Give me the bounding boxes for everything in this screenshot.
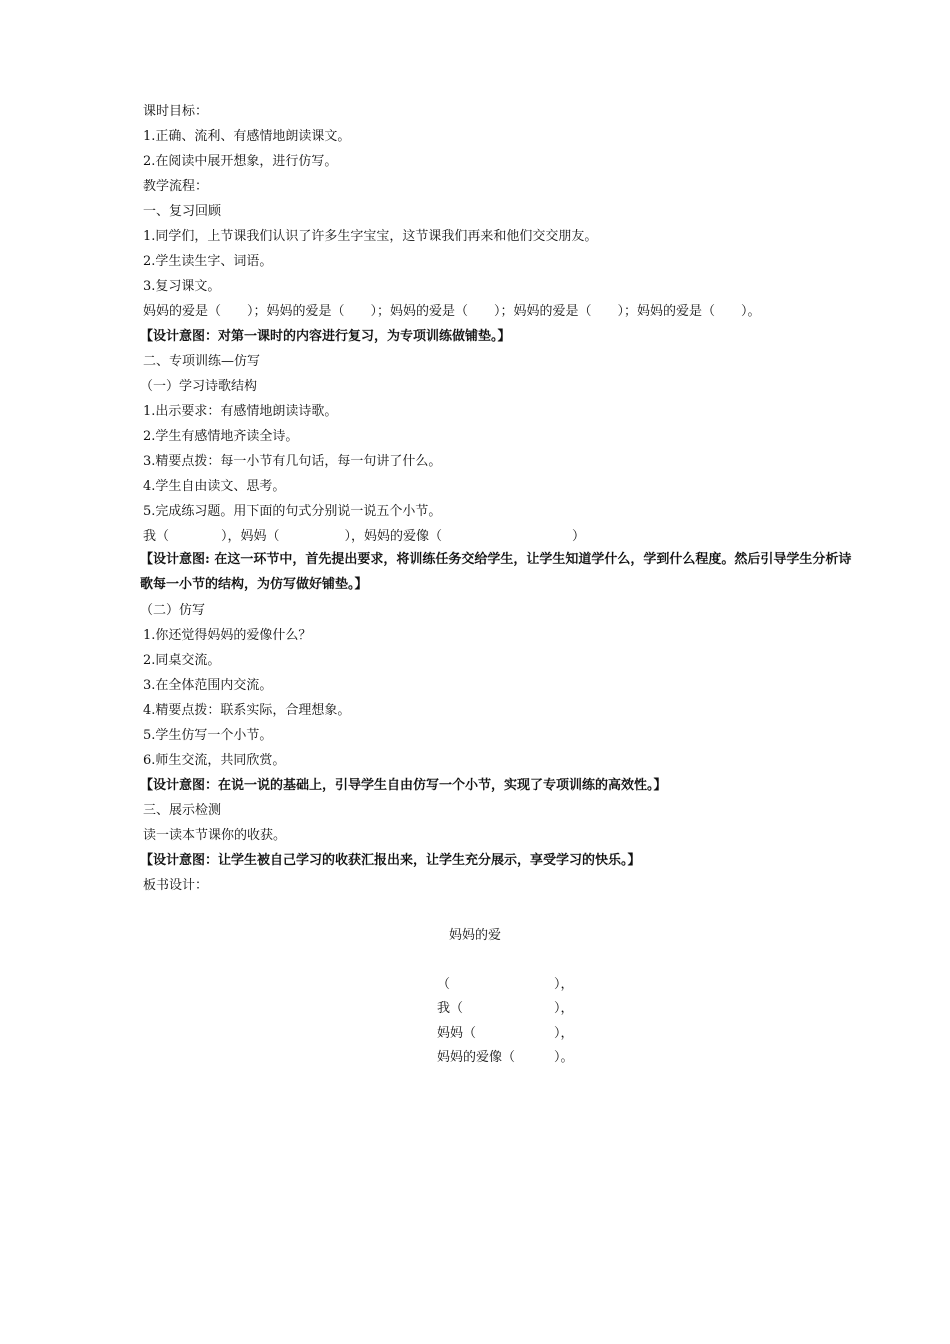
subsection-1-heading: （一）学习诗歌结构 — [140, 379, 258, 394]
design-intent-3: 【设计意图：在说一说的基础上，引导学生自由仿写一个小节，实现了专项训练的高效性。】 — [140, 778, 667, 793]
step-1-2: 2.学生读生字、词语。 — [143, 254, 273, 269]
step-3-4: 4.精要点拨：联系实际，合理想象。 — [143, 703, 351, 718]
step-4-1: 读一读本节课你的收获。 — [143, 828, 287, 843]
step-2-5: 5.完成练习题。用下面的句式分别说一说五个小节。 — [143, 504, 442, 519]
teaching-process-heading: 教学流程： — [143, 179, 209, 194]
sentence-pattern: 我（ ），妈妈（ ），妈妈的爱像（ ） — [143, 529, 586, 544]
board-design-heading: 板书设计： — [143, 878, 209, 893]
goal-item-2: 2.在阅读中展开想象，进行仿写。 — [143, 154, 338, 169]
step-3-2: 2.同桌交流。 — [143, 653, 221, 668]
step-1-3: 3.复习课文。 — [143, 279, 221, 294]
goal-item-1: 1.正确、流利、有感情地朗读课文。 — [143, 129, 351, 144]
fill-in-sentence: 妈妈的爱是（ ）；妈妈的爱是（ ）；妈妈的爱是（ ）；妈妈的爱是（ ）；妈妈的爱是（ ）。 — [143, 304, 761, 319]
section-1-heading: 一、复习回顾 — [143, 204, 222, 219]
step-2-4: 4.学生自由读文、思考。 — [143, 479, 286, 494]
board-row-3: 妈妈（ ）， — [437, 1026, 574, 1041]
board-title: 妈妈的爱 — [448, 928, 501, 943]
board-row-2: 我（ ）， — [437, 1001, 574, 1016]
section-2-heading: 二、专项训练—仿写 — [143, 354, 261, 369]
step-3-5: 5.学生仿写一个小节。 — [143, 728, 273, 743]
design-intent-4: 【设计意图：让学生被自己学习的收获汇报出来，让学生充分展示，享受学习的快乐。】 — [140, 853, 641, 868]
subsection-2-heading: （二）仿写 — [140, 603, 206, 618]
step-2-1: 1.出示要求：有感情地朗读诗歌。 — [143, 404, 338, 419]
board-row-4: 妈妈的爱像（ ）。 — [437, 1050, 574, 1065]
step-2-2: 2.学生有感情地齐读全诗。 — [143, 429, 299, 444]
step-1-1: 1.同学们，上节课我们认识了许多生字宝宝，这节课我们再来和他们交交朋友。 — [143, 229, 598, 244]
board-row-1: （ ）， — [437, 977, 574, 992]
design-intent-1: 【设计意图：对第一课时的内容进行复习，为专项训练做铺垫。】 — [140, 329, 511, 344]
step-3-1: 1.你还觉得妈妈的爱像什么？ — [143, 628, 312, 643]
step-3-3: 3.在全体范围内交流。 — [143, 678, 273, 693]
step-2-3: 3.精要点拨：每一小节有几句话，每一句讲了什么。 — [143, 454, 442, 469]
design-intent-2: 【设计意图: 在这一环节中，首先提出要求，将训练任务交给学生，让学生知道学什么，学到什么程度。然后引导学生分析诗歌每一小节的结构，为仿写做好铺垫。】 — [140, 552, 852, 592]
lesson-goal-heading: 课时目标： — [143, 104, 209, 119]
section-3-heading: 三、展示检测 — [143, 803, 222, 818]
step-3-6: 6.师生交流，共同欣赏。 — [143, 753, 286, 768]
